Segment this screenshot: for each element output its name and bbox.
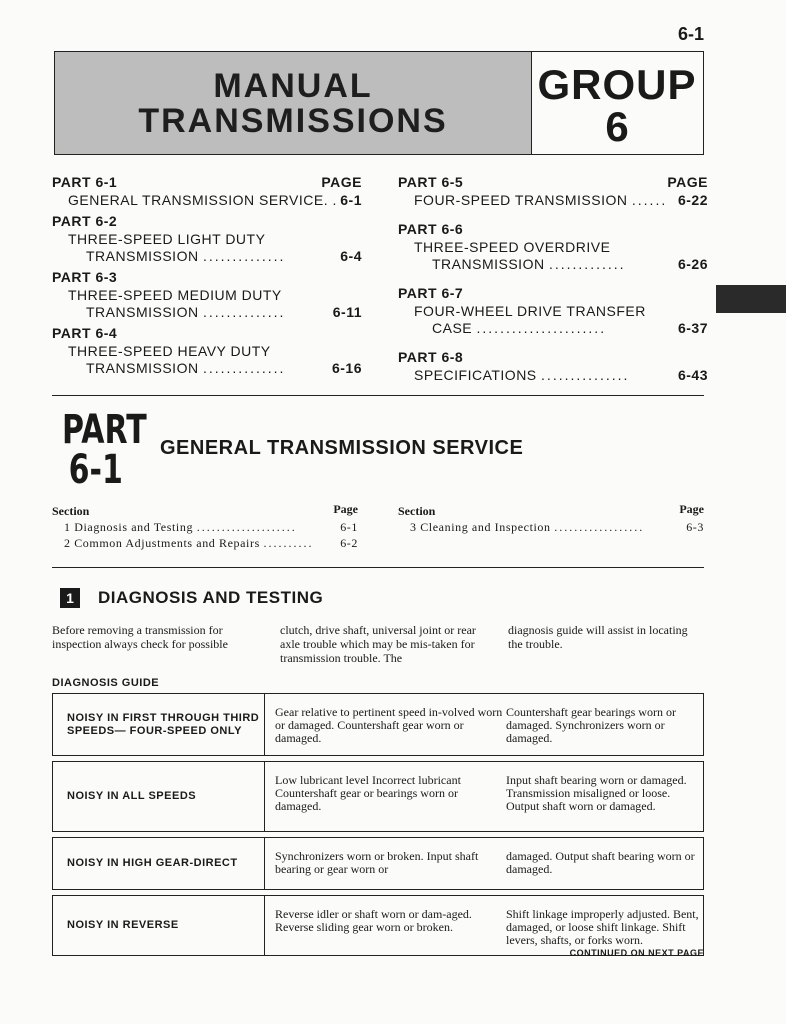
thumb-index-tab [716, 285, 786, 313]
cause-cell: Countershaft gear bearings worn or damaged. Synchronizers worn or damaged. [506, 694, 704, 756]
toc-part: PART 6-4 [52, 325, 118, 341]
table-row [53, 896, 704, 956]
intro-paragraph-1: Before removing a transmission for inspection always check for possible [52, 623, 228, 651]
page-header: Page [679, 502, 704, 516]
toc-entry: TRANSMISSION .............. 6-16 [86, 360, 362, 376]
part-number-block [62, 407, 147, 493]
part-number: 6-1 [68, 447, 123, 493]
condition-cell: NOISY IN FIRST THROUGH THIRD SPEEDS— FOUR-SPEED ONLY [53, 694, 265, 756]
toc-page-header: PAGE [667, 174, 708, 190]
guide-label: DIAGNOSIS GUIDE [52, 677, 160, 689]
toc-entry: FOUR-SPEED TRANSMISSION ...... 6-22 [414, 192, 708, 208]
toc-part: PART 6-2 [52, 213, 118, 229]
condition-cell: NOISY IN REVERSE [53, 896, 265, 956]
title-line-2: TRANSMISSIONS [138, 102, 448, 140]
section-entry: 3 Cleaning and Inspection .................. 6-3 [410, 520, 704, 534]
cause-cell: damaged. Output shaft bearing worn or damaged. [506, 838, 704, 890]
title-banner [55, 52, 532, 154]
group-header [54, 51, 704, 155]
table-row [53, 762, 704, 832]
toc-entry: THREE-SPEED HEAVY DUTY [68, 343, 271, 359]
page-number: 6-1 [677, 24, 704, 44]
cause-cell: Input shaft bearing worn or damaged. Transmission misaligned or loose. Output shaft worn or damaged. [506, 762, 704, 832]
section-index-left [52, 502, 358, 552]
toc-part: PART 6-8 [398, 349, 464, 365]
toc-entry: GENERAL TRANSMISSION SERVICE. . 6-1 [68, 192, 362, 208]
condition-cell: NOISY IN HIGH GEAR-DIRECT [53, 838, 265, 890]
section-header: Section [398, 504, 436, 518]
toc-entry: THREE-SPEED LIGHT DUTY [68, 231, 266, 247]
intro-paragraph-3: diagnosis guide will assist in locating the trouble. [508, 623, 688, 651]
toc-part: PART 6-3 [52, 269, 118, 285]
page-header: Page [333, 502, 358, 516]
toc-part: PART 6-1 PAGE [52, 174, 362, 190]
cause-cell: Synchronizers worn or broken. Input shaft bearing or gear worn or [265, 838, 507, 890]
cause-cell: Low lubricant level Incorrect lubricant Countershaft gear or bearings worn or damaged. [265, 762, 507, 832]
divider [52, 567, 704, 568]
table-row [53, 694, 704, 756]
table-row [53, 838, 704, 890]
condition-cell: NOISY IN ALL SPEEDS [53, 762, 265, 832]
part-word: PART [62, 407, 147, 453]
toc-entry: THREE-SPEED OVERDRIVE [414, 239, 611, 255]
section-entry: 1 Diagnosis and Testing .................... 6-1 [64, 520, 358, 534]
toc-right-column [398, 168, 708, 384]
toc-entry: CASE ...................... 6-37 [432, 320, 708, 336]
toc-left-column [52, 168, 362, 377]
toc-entry: TRANSMISSION .............. 6-4 [86, 248, 362, 264]
cause-cell: Gear relative to pertinent speed in-volved worn or damaged. Countershaft gear worn or damaged. [265, 694, 507, 756]
toc-page-header: PAGE [321, 174, 362, 190]
toc-part: PART 6-5 PAGE [398, 174, 708, 190]
cause-cell: Reverse idler or shaft worn or dam-aged. Reverse sliding gear worn or broken. [265, 896, 507, 956]
title-line-1: MANUAL [213, 67, 373, 105]
diagnosis-guide-table [52, 693, 704, 956]
divider [52, 395, 704, 396]
toc-entry: TRANSMISSION .............. 6-11 [86, 304, 362, 320]
continued-note: CONTINUED ON NEXT PAGE [569, 948, 704, 958]
group-number: 6 [605, 103, 629, 150]
section-entry: 2 Common Adjustments and Repairs .......... 6-2 [64, 536, 358, 550]
toc-entry: TRANSMISSION ............. 6-26 [432, 256, 708, 272]
intro-paragraph-2: clutch, drive shaft, universal joint or rear axle trouble which may be mis-taken for transmission trouble. The [280, 623, 476, 665]
part-title: GENERAL TRANSMISSION SERVICE [160, 437, 524, 459]
section-header: Section [52, 504, 90, 518]
toc-part: PART 6-7 [398, 285, 464, 301]
section-index-right [398, 502, 704, 536]
section-heading: DIAGNOSIS AND TESTING [98, 588, 324, 607]
toc-entry: THREE-SPEED MEDIUM DUTY [68, 287, 282, 303]
group-banner [531, 52, 703, 154]
group-label: GROUP [537, 61, 697, 108]
toc-entry: SPECIFICATIONS ............... 6-43 [414, 367, 708, 383]
toc-entry: FOUR-WHEEL DRIVE TRANSFER [414, 303, 646, 319]
cause-cell: Shift linkage improperly adjusted. Bent, damaged, or loose shift linkage. Shift levers, shafts, or forks worn. [506, 896, 704, 956]
section-number-badge: 1 [60, 588, 80, 608]
toc-part: PART 6-6 [398, 221, 464, 237]
